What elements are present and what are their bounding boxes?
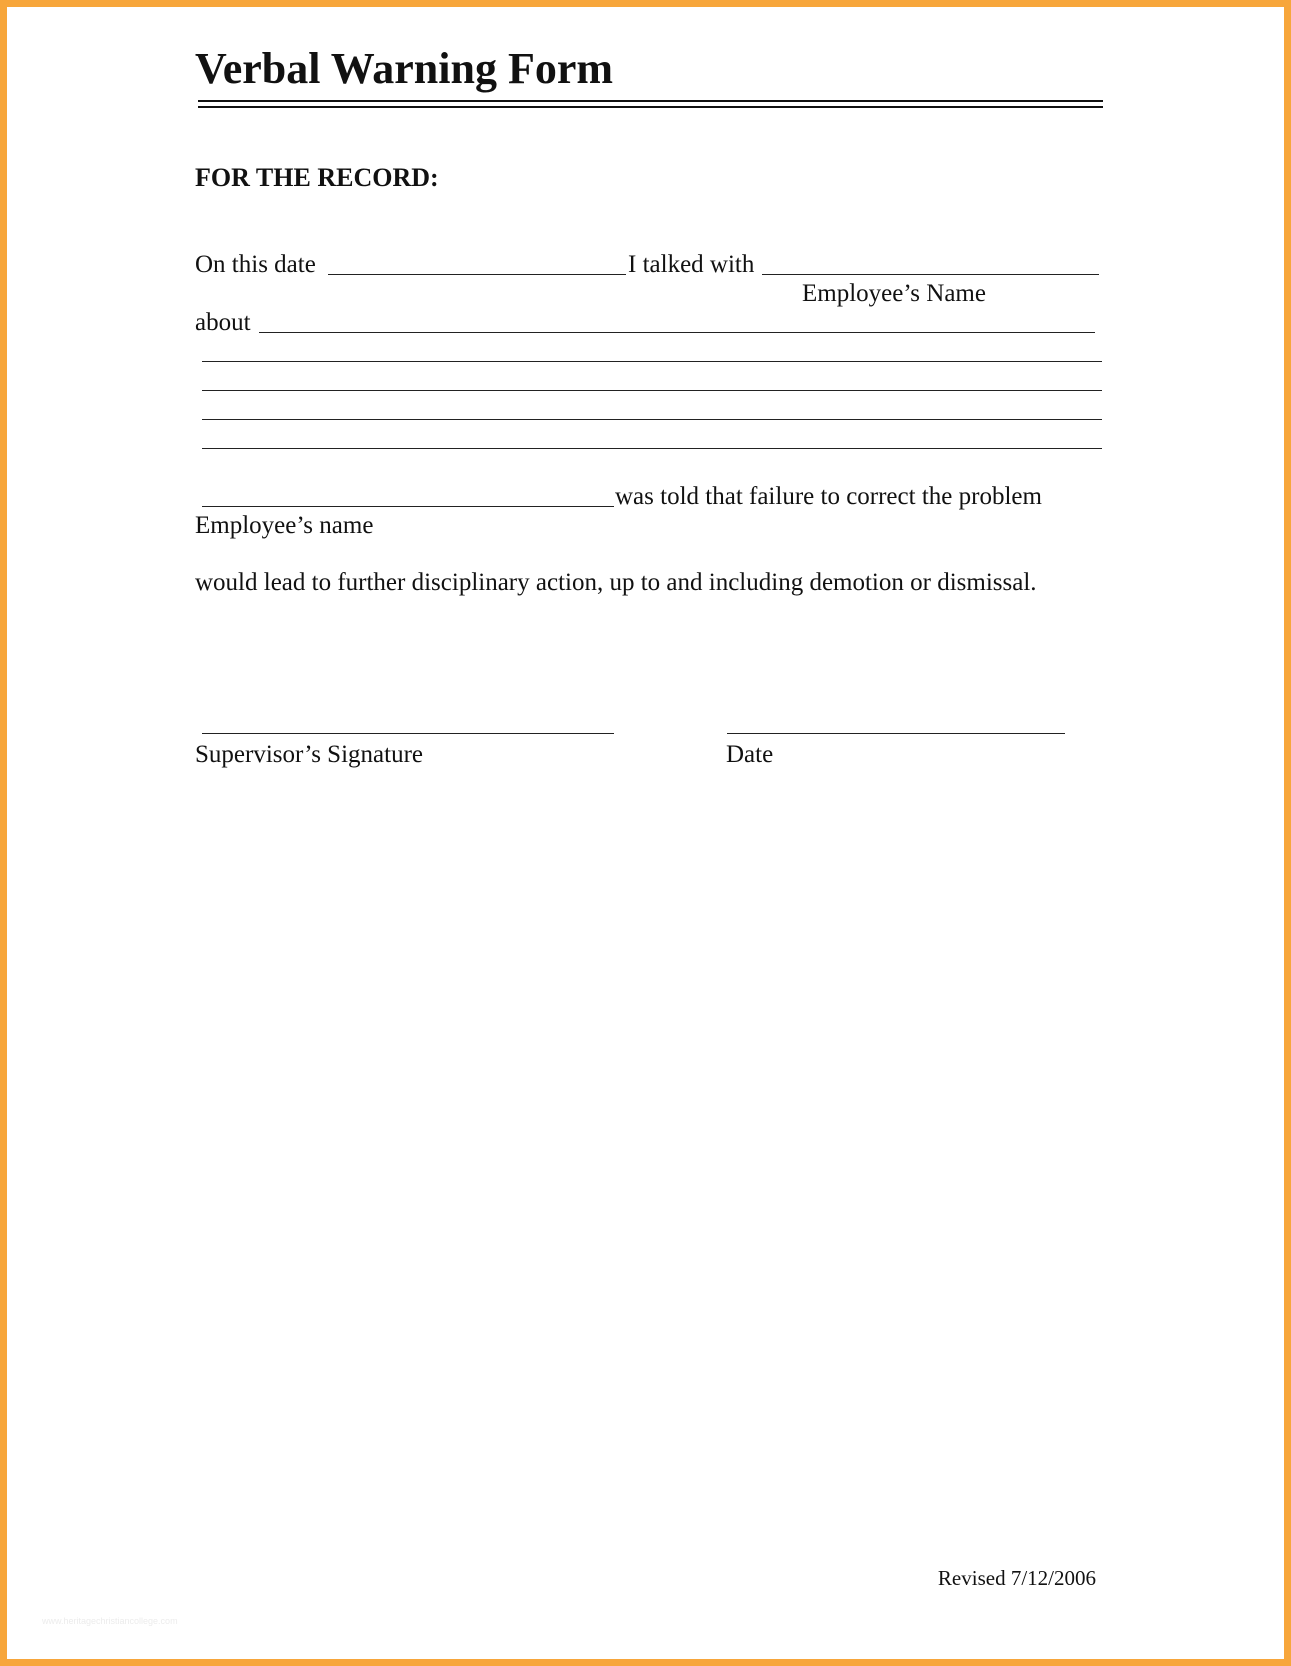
about-continuation-line-3[interactable]: [202, 419, 1102, 420]
talked-with-label: I talked with: [628, 251, 755, 278]
employee-name-blank-field[interactable]: [762, 274, 1099, 275]
about-continuation-line-4[interactable]: [202, 448, 1102, 449]
date-blank-field[interactable]: [328, 274, 626, 275]
warned-employee-blank-field[interactable]: [202, 506, 614, 507]
consequence-statement: would lead to further disciplinary action, up to and including demotion or dismissal.: [195, 569, 1037, 596]
about-blank-field[interactable]: [259, 332, 1095, 333]
about-continuation-line-1[interactable]: [202, 361, 1102, 362]
date-label: On this date: [195, 251, 316, 278]
employee-name-caption: Employee’s Name: [802, 280, 986, 307]
warned-employee-caption: Employee’s name: [195, 512, 374, 539]
signature-date-label: Date: [726, 741, 774, 768]
about-label: about: [195, 309, 251, 336]
supervisor-signature-label: Supervisor’s Signature: [195, 741, 423, 768]
page-title: Verbal Warning Form: [195, 44, 614, 93]
about-continuation-line-2[interactable]: [202, 390, 1102, 391]
watermark-text: www.heritagechristiancollege.com: [42, 1616, 178, 1626]
section-heading: FOR THE RECORD:: [195, 163, 439, 192]
told-statement: was told that failure to correct the problem: [615, 483, 1042, 510]
revised-date-note: Revised 7/12/2006: [937, 1566, 1096, 1590]
title-double-rule: [198, 100, 1103, 108]
supervisor-signature-blank-field[interactable]: [202, 733, 614, 734]
signature-date-blank-field[interactable]: [727, 733, 1065, 734]
